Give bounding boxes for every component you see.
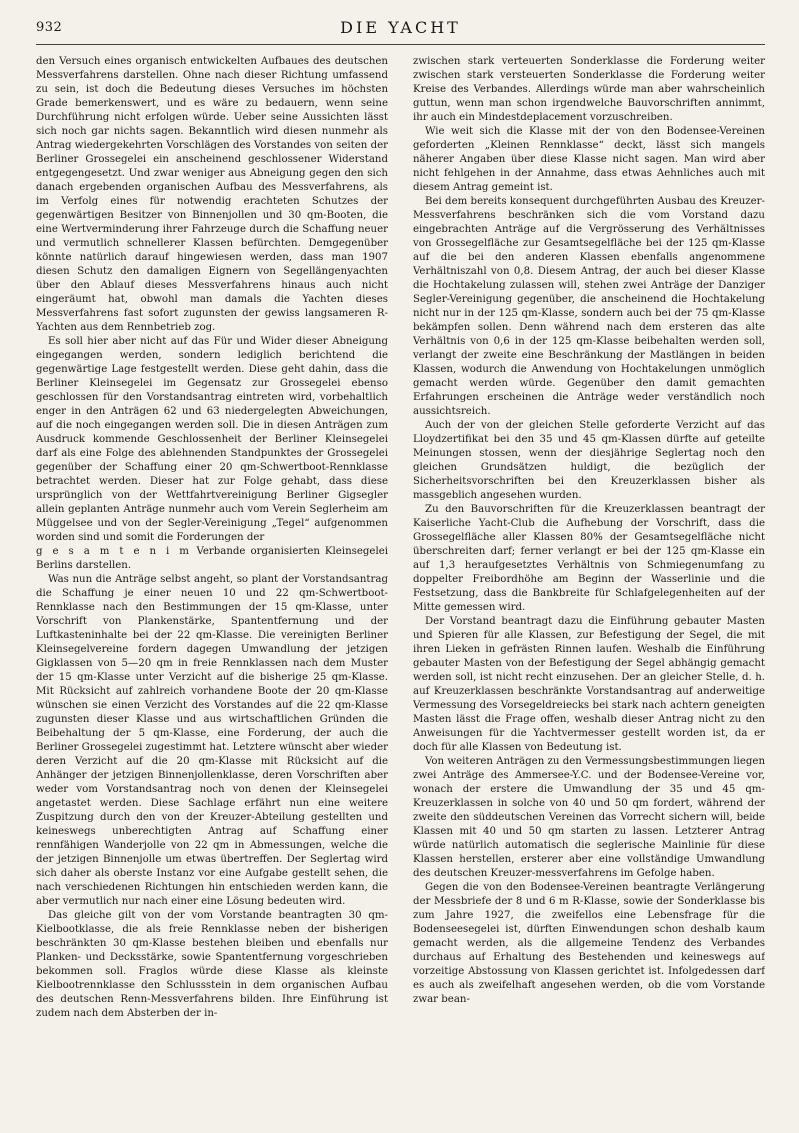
paragraph: Bei dem bereits konsequent durchgeführten Ausbau des Kreuzer-Messverfahrens beschränken sich die vom Vorstand dazu eingebrachten Anträge auf die Vergrösserung des Verhältnisses von Grossegelfläche zur Gesamtsegelfläche bei der 125 qm-Klasse auf die bei den anderen Klassen ebenfalls angenommene Verhältniszahl von 0,8. Diesem Antrag, der auch bei dieser Klasse die Hochtakelung zulassen will, stehen zwei Anträge der Danziger Segler-Vereinigung gegenüber, die anscheinend die Hochtakelung nicht nur in der 125 qm-Klasse, sondern auch bei der 75 qm-Klasse bekämpfen sollen. Denn während nach dem ersteren das alte Verhältnis von 0,6 in der 125 qm-Klasse beibehalten werden soll, verlangt der zweite eine Beschränkung der Mastlängen in beiden Klassen, wodurch die Anwendung von Hochtakelungen unmöglich gemacht werden würde. Gegenüber den damit gemachten Erfahrungen erscheinen die Anträge weder verständlich noch aussichtsreich. [413, 196, 765, 417]
paragraph: Wie weit sich die Klasse mit der von den Bodensee-Vereinen geforderten „Kleinen Rennklasse“ deckt, lässt sich mangels näherer Angaben über diese Klasse nicht sagen. Man wird aber nicht fehlgehen in der Annahme, dass etwas Aehnliches auch mit diesem Antrag gemeint ist. [413, 126, 765, 193]
spaced-phrase: g e s a m t e n i m [36, 546, 192, 557]
paragraph: Auch der von der gleichen Stelle geforderte Verzicht auf das Lloydzertifikat bei den 35 und 45 qm-Klassen dürfte auf geteilte Meinungen stossen, wenn der diesjährige Seglertag noch den gleichen Grundsätzen huldigt, die bezüglich der Sicherheitsvorschriften bei den Kreuzerklassen bisher als massgeblich angesehen wurden. [413, 420, 765, 501]
page-number: 932 [36, 20, 63, 35]
page-header [36, 18, 765, 45]
running-title: DIE YACHT [340, 18, 461, 37]
paragraph: den Versuch eines organisch entwickelten Aufbaues des deutschen Messverfahrens darstellen. Ohne nach dieser Richtung umfassend zu sein, ist doch die Bedeutung dieses Versuches im höchsten Grade bemerkenswert, und es wäre zu bedauern, wenn seine Durchführung nicht erfolgen würde. Ueber seine Aussichten lässt sich noch gar nichts sagen. Bekanntlich wird diesen nunmehr als Antrag wiedergekehrten Vorschlägen des Vorstandes von seiten der Berliner Grossegelei ein anscheinend geschlossener Widerstand entgegengesetzt. Und zwar weniger aus Abneigung gegen den sich danach ergebenden organischen Aufbau des Messverfahrens, als im Verfolg eines für notwendig erachteten Schutzes der gegenwärtigen Besitzer von Binnenjollen und 30 qm-Booten, die eine Wertverminderung ihrer Fahrzeuge durch die Schaffung neuer und vermutlich schnellerer Klassen befürchten. Demgegenüber könnte natürlich darauf hingewiesen werden, dass man 1907 diesen Schutz den damaligen Eignern von Segellängenyachten über den Ablauf dieses Messverfahrens hinaus auch nicht eingeräumt hat, obwohl man damals die Yachten dieses Messverfahrens fast sofort zugunsten der gewiss langsameren R-Yachten aus dem Rennbetrieb zog. [36, 56, 388, 333]
paragraph: Der Vorstand beantragt dazu die Einführung gebauter Masten und Spieren für alle Klassen, zur Befestigung der Segel, die mit ihren Lieken in gefrästen Rinnen laufen. Weshalb die Einführung gebauter Masten von der Befestigung der Segel abhängig gemacht werden soll, ist nicht recht einzusehen. Der an gleicher Stelle, d. h. auf Kreuzerklassen beschränkte Vorstandsantrag auf anderweitige Vermessung des Vorsegeldreiecks bei stark nach achtern geneigten Masten lässt die Frage offen, weshalb dieser Antrag nicht zu den Anweisungen für die Yachtvermesser gestellt worden ist, da er doch für alle Klassen von Bedeutung ist. [413, 616, 765, 753]
paragraph: zwischen stark verteuerten Sonderklasse die Forderung weiter zwischen stark versteuerten Sonderklasse die Forderung weiter Kreise des Verbandes. Allerdings würde man aber wahrscheinlich guttun, wenn man schon irgendwelche Bauvorschriften annimmt, ihr auch ein Mindestdeplacement vorzuschreiben. [413, 56, 765, 123]
column-left [36, 55, 388, 1125]
paragraph: Was nun die Anträge selbst angeht, so plant der Vorstandsantrag die Schaffung je einer neuen 10 und 22 qm-Schwertboot-Rennklasse nach den Bestimmungen der 15 qm-Klasse, unter Vorschrift von Plankenstärke, Spantentfernung und der Luftkasteninhalte bei der 22 qm-Klasse. Die vereinigten Berliner Kleinsegelvereine fordern dagegen Umwandlung der jetzigen Gigklassen von 5—20 qm in freie Rennklassen nach dem Muster der 15 qm-Klasse unter Verzicht auf die bisherige 25 qm-Klasse. Mit Rücksicht auf zahlreich vorhandene Boote der 20 qm-Klasse wünschen sie einen Verzicht des Vorstandes auf die 22 qm-Klasse zugunsten dieser Klasse und aus wirtschaftlichen Gründen die Beibehaltung der 5 qm-Klasse, eine Forderung, der auch die Berliner Grossegelei zugestimmt hat. Letztere wünscht aber wieder deren Verzicht auf die 20 qm-Klasse mit Rücksicht auf die Anhänger der jetzigen Binnenjollenklasse, deren Vorschriften aber weder vom Vorstandsantrag noch von denen der Kleinsegelei angetastet werden. Diese Sachlage erfährt nun eine weitere Zuspitzung durch den von der Kreuzer-Abteilung gestellten und keineswegs unberechtigten Antrag auf Schaffung einer rennfähigen Wanderjolle von 22 qm in Abmessungen, welche die der jetzigen Binnenjolle um etwas übertreffen. Der Seglertag wird sich daher als oberste Instanz vor eine Aufgabe gestellt sehen, die nach verschiedenen Richtungen hin entschieden werden kann, die aber vermutlich nur nach einer eine Lösung bedeuten wird. [36, 574, 388, 907]
paragraph: Von weiteren Anträgen zu den Vermessungsbestimmungen liegen zwei Anträge des Ammersee-Y.C. und der Bodensee-Vereine vor, wonach der erstere die Umwandlung der 35 und 45 qm-Kreuzerklassen in solche von 40 und 50 qm fordert, während der zweite den süddeutschen Vereinen das Vorrecht sichern will, beide Klassen mit 40 und 50 qm starten zu lassen. Letzterer Antrag würde natürlich automatisch die seglerische Mainlinie für diese Klassen herstellen, ersterer aber eine vollständige Umwandlung des deutschen Kreuzer-messverfahrens im Gefolge haben. [413, 756, 765, 879]
paragraph-continuation [36, 545, 388, 573]
paragraph: Zu den Bauvorschriften für die Kreuzerklassen beantragt der Kaiserliche Yacht-Club die Aufhebung der Vorschrift, dass die Grossegelfläche aller Klassen 80% der Gesamtsegelfläche nicht überschreiten darf; ferner verlangt er bei der 125 qm-Klasse ein auf 1,3 heraufgesetztes Verhältnis von Schmiegenumfang zu doppelter Freibordhöhe am Beginn der Wasserlinie und die Festsetzung, dass die Bankbreite für Schlafgelegenheiten auf der Mitte gemessen wird. [413, 504, 765, 613]
paragraph: Gegen die von den Bodensee-Vereinen beantragte Verlängerung der Messbriefe der 8 und 6 m R-Klasse, sowie der Sonderklasse bis zum Jahre 1927, die zweifellos eine Lebensfrage für die Bodenseesegelei ist, dürften Einwendungen schon deshalb kaum gemacht werden, als die allgemeine Tendenz des Verbandes durchaus auf Erhaltung des Bestehenden und keineswegs auf vorzeitige Abstossung von Klassen gerichtet ist. Infolgedessen darf es auch als zweifelhaft angesehen werden, ob die vom Vorstande zwar bean- [413, 882, 765, 1005]
paragraph: Das gleiche gilt von der vom Vorstande beantragten 30 qm-Kielbootklasse, die als freie Rennklasse neben der bisherigen beschränkten 30 qm-Klasse bestehen bleiben und ebenfalls nur Planken- und Decksstärke, sowie Spantentfernung vorgeschrieben bekommen soll. Fraglos würde diese Klasse als kleinste Kielbootrennklasse den Schlussstein in dem organischen Aufbau des deutschen Renn-Messverfahrens bilden. Ihre Einführung ist zudem nach dem Absterben der in- [36, 910, 388, 1019]
paragraph: Es soll hier aber nicht auf das Für und Wider dieser Abneigung eingegangen werden, sondern lediglich berichtend die gegenwärtige Lage festgestellt werden. Diese geht dahin, dass die Berliner Kleinsegelei im Gegensatz zur Grossegelei ebenso geschlossen für den Vorstandsantrag eintreten wird, vorbehaltlich enger in den Anträgen 62 und 63 niedergelegten Abweichungen, auf die noch eingegangen werden soll. Die in diesen Anträgen zum Ausdruck kommende Geschlossenheit der Berliner Kleinsegelei darf als eine Folge des ablehnenden Standpunktes der Grossegelei gegenüber der Schaffung einer 20 qm-Schwertboot-Rennklasse betrachtet werden. Dieser hat zur Folge gehabt, dass diese ursprünglich von der Wettfahrtvereinigung Berliner Gigsegler allein geplanten Anträge nunmehr auch vom Verein Seglerheim am Müggelsee und von der Segler-Vereinigung „Tegel“ aufgenommen worden sind und somit die Forderungen der [36, 336, 388, 543]
paragraph-text: Verbande organisierten Kleinsegelei Berlins darstellen. [36, 546, 388, 571]
text-columns [36, 55, 765, 1125]
column-right [413, 55, 765, 1125]
